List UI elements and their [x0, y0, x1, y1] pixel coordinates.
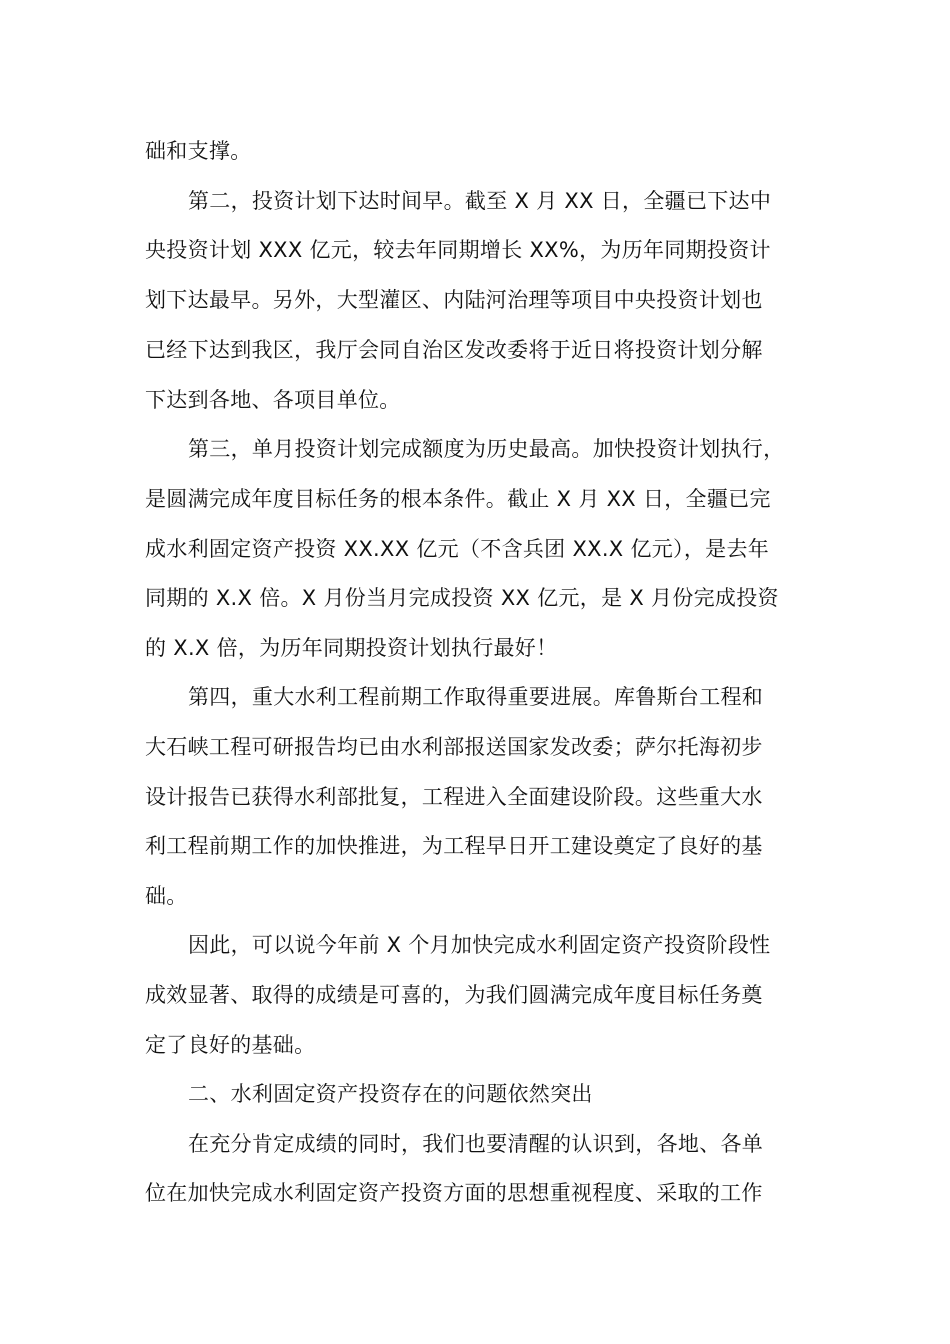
text-line: 央投资计划 XXX 亿元，较去年同期增长 XX%，为历年同期投资计	[145, 238, 771, 262]
text-line: 划下达最早。另外，大型灌区、内陆河治理等项目中央投资计划也	[145, 288, 763, 312]
text-line: 下达到各地、各项目单位。	[145, 388, 401, 412]
text-line: 的 X.X 倍，为历年同期投资计划执行最好！	[145, 636, 558, 660]
text-line: 础。	[145, 884, 188, 908]
text-line: 利工程前期工作的加快推进，为工程早日开工建设奠定了良好的基	[145, 834, 763, 858]
text-line: 同期的 X.X 倍。X 月份当月完成投资 XX 亿元，是 X 月份完成投资	[145, 586, 779, 610]
text-line: 是圆满完成年度目标任务的根本条件。截止 X 月 XX 日，全疆已完	[145, 487, 771, 511]
text-line: 定了良好的基础。	[145, 1033, 316, 1057]
section-heading: 二、水利固定资产投资存在的问题依然突出	[188, 1082, 593, 1106]
text-line: 础和支撑。	[145, 139, 252, 163]
text-line: 成效显著、取得的成绩是可喜的，为我们圆满完成年度目标任务奠	[145, 983, 763, 1007]
text-line: 第三，单月投资计划完成额度为历史最高。加快投资计划执行，	[188, 437, 785, 461]
text-line: 在充分肯定成绩的同时，我们也要清醒的认识到，各地、各单	[188, 1132, 764, 1156]
text-line: 设计报告已获得水利部批复，工程进入全面建设阶段。这些重大水	[145, 785, 763, 809]
text-line: 第四，重大水利工程前期工作取得重要进展。库鲁斯台工程和	[188, 685, 764, 709]
text-line: 因此，可以说今年前 X 个月加快完成水利固定资产投资阶段性	[188, 933, 771, 957]
text-line: 大石峡工程可研报告均已由水利部报送国家发改委；萨尔托海初步	[145, 735, 763, 759]
text-line: 成水利固定资产投资 XX.XX 亿元（不含兵团 XX.X 亿元），是去年	[145, 537, 770, 561]
text-line: 已经下达到我区，我厅会同自治区发改委将于近日将投资计划分解	[145, 338, 763, 362]
text-line: 位在加快完成水利固定资产投资方面的思想重视程度、采取的工作	[145, 1181, 763, 1205]
text-line: 第二，投资计划下达时间早。截至 X 月 XX 日，全疆已下达中	[188, 189, 772, 213]
